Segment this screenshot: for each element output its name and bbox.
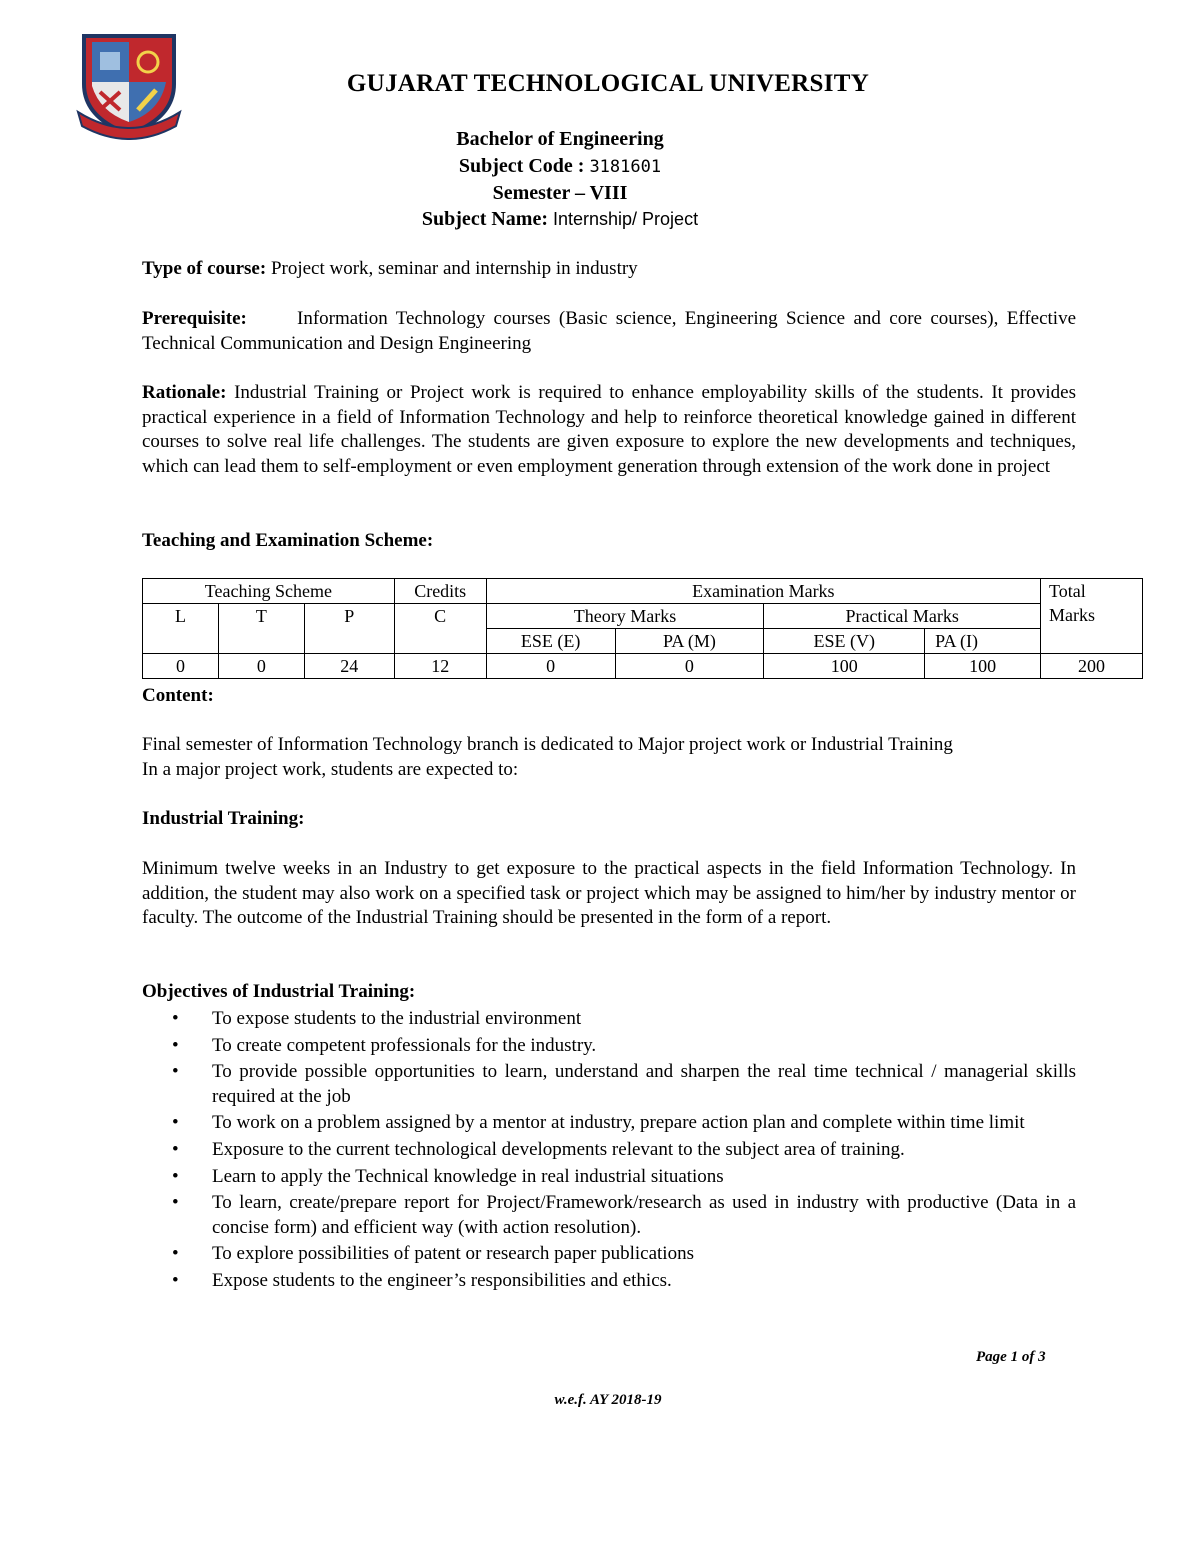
industrial-training-text: Minimum twelve weeks in an Industry to get exposure to the practical aspects in the field Information Technology. In addition, the student may also work on a specified task or project which may be assigned to him/her by industry mentor or faculty. The outcome of the Industrial Training should be presented in the form of a report. [142, 858, 1076, 929]
content-text: Final semester of Information Technology branch is dedicated to Major project work or Industrial Training In a major project work, students are expected to: [142, 734, 953, 780]
value-p: 24 [304, 654, 394, 679]
value-ese-e: 0 [486, 654, 615, 679]
wef-note: w.e.f. AY 2018-19 [554, 1392, 662, 1408]
objectives-heading: Objectives of Industrial Training: [142, 981, 416, 1002]
objectives-list [142, 1007, 1076, 1296]
credits-header: Credits [394, 579, 486, 604]
value-pa-m: 0 [615, 654, 764, 679]
col-l: L [143, 604, 219, 654]
theory-marks-header: Theory Marks [486, 604, 764, 629]
university-title: GUJARAT TECHNOLOGICAL UNIVERSITY [346, 70, 870, 97]
semester: Semester – VIII [492, 182, 628, 204]
list-item: • To learn, create/prepare report for Project/Framework/research as used in industry with productive (Data in a concise form) and efficient way (with action resolution). [172, 1192, 1076, 1238]
list-item: • Learn to apply the Technical knowledge in real industrial situations [172, 1165, 724, 1187]
col-p: P [304, 604, 394, 654]
col-ese-v: ESE (V) [764, 629, 925, 654]
subject-code: Subject Code : 3181601 [458, 155, 662, 177]
industrial-training-heading: Industrial Training: [142, 808, 305, 829]
value-c: 12 [394, 654, 486, 679]
col-c: C [394, 604, 486, 654]
list-item: • To expose students to the industrial environment [172, 1008, 582, 1029]
list-item: • To explore possibilities of patent or research paper publications [172, 1243, 694, 1265]
col-pa-i: PA (I) [925, 629, 1041, 654]
teaching-scheme-header: Teaching Scheme [143, 579, 395, 604]
scheme-heading: Teaching and Examination Scheme: [142, 530, 434, 551]
value-l: 0 [143, 654, 219, 679]
subject-name: Subject Name: Internship/ Project [421, 208, 699, 230]
rationale: Rationale: Industrial Training or Project work is required to enhance employability skills of the students. It provides practical experience in a field of Information Technology and help to reinforce theoretical knowledge gained in different courses to solve real life challenges. The students are given exposure to explore the new developments and techniques, which can lead them to self-employment or even employment generation through extension of the work done in project [142, 382, 1076, 477]
total-marks-header: Total Marks [1041, 579, 1143, 654]
list-item: • To create competent professionals for the industry. [172, 1034, 597, 1056]
value-total: 200 [1041, 654, 1143, 679]
col-pa-m: PA (M) [615, 629, 764, 654]
col-ese-e: ESE (E) [486, 629, 615, 654]
list-item: • Expose students to the engineer’s responsibilities and ethics. [172, 1269, 672, 1291]
table-row [143, 654, 1143, 679]
col-t: T [218, 604, 304, 654]
value-t: 0 [218, 654, 304, 679]
page-number: Page 1 of 3 [976, 1349, 1046, 1365]
value-ese-v: 100 [764, 654, 925, 679]
list-item: • To work on a problem assigned by a mentor at industry, prepare action plan and complete within time limit [172, 1112, 1025, 1134]
scheme-table [142, 578, 1143, 679]
list-item: • To provide possible opportunities to learn, understand and sharpen the real time technical / managerial skills required at the job [172, 1061, 1076, 1107]
type-of-course: Type of course: Project work, seminar and internship in industry [142, 258, 638, 279]
prerequisite: Prerequisite: Information Technology courses (Basic science, Engineering Science and core courses), Effective Technical Communication and Design Engineering [142, 308, 1077, 354]
value-pa-i: 100 [925, 654, 1041, 679]
content-heading: Content: [142, 685, 214, 706]
degree: Bachelor of Engineering [456, 128, 664, 150]
examination-marks-header: Examination Marks [486, 579, 1040, 604]
list-item: • Exposure to the current technological developments relevant to the subject area of training. [172, 1138, 905, 1160]
practical-marks-header: Practical Marks [764, 604, 1041, 629]
